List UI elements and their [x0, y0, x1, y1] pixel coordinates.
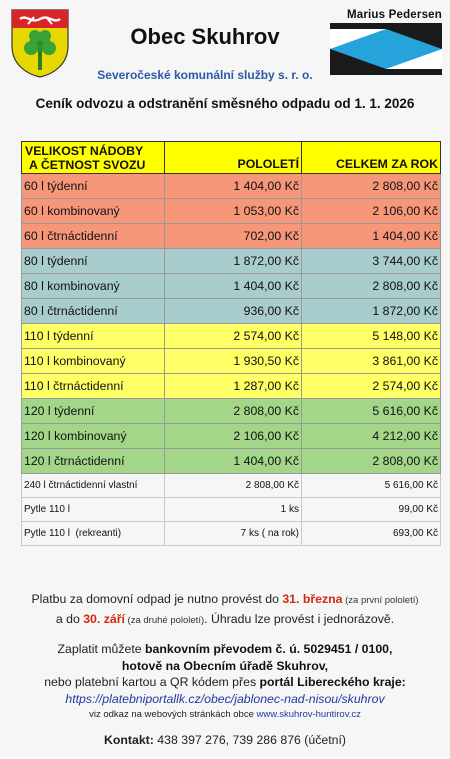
transfer-line-4	[0, 691, 450, 708]
row-half-price: 2 808,00 Kč	[165, 399, 302, 424]
row-half-price: 2 574,00 Kč	[165, 324, 302, 349]
table-row	[22, 249, 441, 274]
payment-line-2	[0, 610, 450, 630]
row-label: Pytle 110 l	[22, 498, 165, 522]
payment-text: a do	[55, 612, 84, 626]
row-label: 120 l kombinovaný	[22, 424, 165, 449]
table-row	[22, 374, 441, 399]
row-half-price: 2 808,00 Kč	[165, 474, 302, 498]
row-year-price: 2 574,00 Kč	[302, 374, 441, 399]
payment-deadline-text	[0, 590, 450, 630]
row-half-price: 2 106,00 Kč	[165, 424, 302, 449]
transfer-line-2	[0, 658, 450, 675]
contact-phones: 438 397 276, 739 286 876 (účetní)	[153, 733, 346, 747]
second-deadline: 30. září	[83, 612, 125, 626]
row-half-price: 1 930,50 Kč	[165, 349, 302, 374]
table-row	[22, 349, 441, 374]
row-half-price: 1 287,00 Kč	[165, 374, 302, 399]
row-label: 120 l čtrnáctidenní	[22, 449, 165, 474]
row-half-price: 1 404,00 Kč	[165, 174, 302, 199]
portal-name: portál Libereckého kraje:	[259, 675, 406, 689]
municipality-website-link[interactable]: www.skuhrov-huntirov.cz	[256, 709, 361, 720]
table-row	[22, 522, 441, 546]
row-year-price: 2 808,00 Kč	[302, 274, 441, 299]
table-row	[22, 449, 441, 474]
contact-label: Kontakt:	[104, 733, 154, 747]
row-year-price: 5 616,00 Kč	[302, 474, 441, 498]
first-deadline: 31. března	[282, 592, 343, 606]
row-year-price: 2 808,00 Kč	[302, 174, 441, 199]
payment-text: . Úhradu lze provést i jednorázově.	[204, 612, 395, 626]
row-label: 60 l kombinovaný	[22, 199, 165, 224]
table-row	[22, 274, 441, 299]
table-row	[22, 299, 441, 324]
company-logo-icon	[330, 23, 442, 75]
transfer-text: viz odkaz na webových stránkách obce	[89, 709, 257, 720]
table-row	[22, 498, 441, 522]
row-year-price: 2 808,00 Kč	[302, 449, 441, 474]
transfer-line-1	[0, 641, 450, 658]
payment-text: Platbu za domovní odpad je nutno provést do	[31, 592, 283, 606]
table-row	[22, 324, 441, 349]
row-half-price: 702,00 Kč	[165, 224, 302, 249]
row-label: 80 l týdenní	[22, 249, 165, 274]
row-label: 80 l kombinovaný	[22, 274, 165, 299]
column-header-size	[22, 142, 165, 174]
table-row	[22, 174, 441, 199]
company-name: Marius Pedersen	[346, 9, 442, 21]
row-label: 120 l týdenní	[22, 399, 165, 424]
table-row	[22, 224, 441, 249]
row-year-price: 5 616,00 Kč	[302, 399, 441, 424]
row-label: 110 l čtrnáctidenní	[22, 374, 165, 399]
row-half-price: 1 ks	[165, 498, 302, 522]
contact-line	[0, 733, 450, 747]
payment-line-1	[0, 590, 450, 610]
transfer-line-5	[0, 707, 450, 724]
row-label: 110 l kombinovaný	[22, 349, 165, 374]
municipal-crest-logo	[10, 8, 70, 78]
service-company-subtitle: Severočeské komunální služby s. r. o.	[97, 68, 313, 82]
payment-methods-text	[0, 641, 450, 724]
row-year-price: 4 212,00 Kč	[302, 424, 441, 449]
row-year-price: 5 148,00 Kč	[302, 324, 441, 349]
page-title: Obec Skuhrov	[130, 24, 280, 49]
table-header-row	[22, 142, 441, 174]
row-half-price: 1 872,00 Kč	[165, 249, 302, 274]
first-deadline-note: (za první pololetí)	[342, 595, 419, 606]
bank-account: bankovním převodem č. ú. 5029451 / 0100,	[145, 642, 393, 656]
column-header-year-total: CELKEM ZA ROK	[302, 142, 441, 174]
cash-payment: hotově na Obecním úřadě Skuhrov,	[121, 658, 329, 673]
row-label: 60 l čtrnáctidenní	[22, 224, 165, 249]
row-half-price: 1 404,00 Kč	[165, 274, 302, 299]
row-half-price: 1 404,00 Kč	[165, 449, 302, 474]
row-year-price: 3 744,00 Kč	[302, 249, 441, 274]
row-year-price: 1 872,00 Kč	[302, 299, 441, 324]
row-label: 240 l čtrnáctidenní vlastní	[22, 474, 165, 498]
row-half-price: 7 ks ( na rok)	[165, 522, 302, 546]
table-row	[22, 474, 441, 498]
second-deadline-note: (za druhé pololetí)	[124, 615, 205, 626]
row-half-price: 936,00 Kč	[165, 299, 302, 324]
table-row	[22, 424, 441, 449]
payment-portal-link[interactable]: https://platebniportallk.cz/obec/jablonec-nad-nisou/skuhrov	[65, 691, 385, 706]
table-row	[22, 399, 441, 424]
transfer-text: Zaplatit můžete	[57, 642, 146, 656]
column-header-size-line1: VELIKOST NÁDOBY	[25, 143, 144, 158]
price-table	[21, 141, 441, 546]
column-header-half-year: POLOLETÍ	[165, 142, 302, 174]
row-year-price: 99,00 Kč	[302, 498, 441, 522]
price-list-heading: Ceník odvozu a odstranění směsného odpadu od 1. 1. 2026	[35, 96, 415, 111]
transfer-text: nebo platební kartou a QR kódem přes	[44, 675, 260, 689]
row-label: 110 l týdenní	[22, 324, 165, 349]
row-year-price: 3 861,00 Kč	[302, 349, 441, 374]
row-label: 80 l čtrnáctidenní	[22, 299, 165, 324]
table-row	[22, 199, 441, 224]
company-logo-block	[330, 8, 442, 76]
row-year-price: 1 404,00 Kč	[302, 224, 441, 249]
transfer-line-3	[0, 674, 450, 691]
row-year-price: 2 106,00 Kč	[302, 199, 441, 224]
row-label: Pytle 110 l (rekreanti)	[22, 522, 165, 546]
row-year-price: 693,00 Kč	[302, 522, 441, 546]
row-half-price: 1 053,00 Kč	[165, 199, 302, 224]
row-label: 60 l týdenní	[22, 174, 165, 199]
column-header-size-line2: A ČETNOST SVOZU	[29, 157, 146, 172]
